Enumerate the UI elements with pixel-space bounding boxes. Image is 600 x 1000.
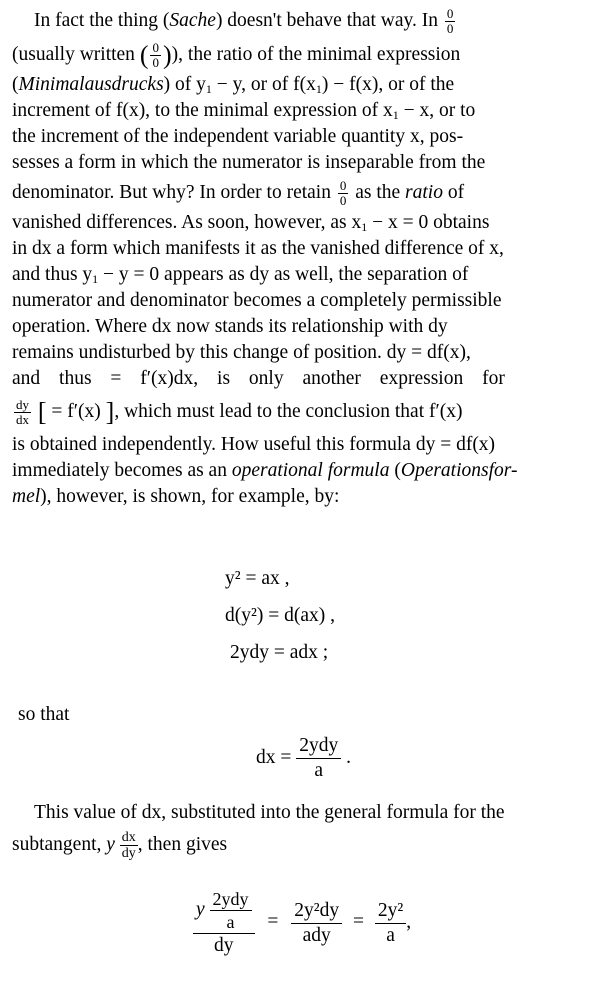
text-line: remains undisturbed by this change of position. dy = df(x), [12,342,471,363]
fraction-dx-dy: $\frac{dx}{dy}$ [121,830,136,862]
final-equation: y $\frac{\text{2ydy}}{a}$ dy = $\frac{\text{2y²dy}}{\text{ady}}$ = $\frac{\text{2y²}}{a}$ , [193,888,411,958]
text-line: ) doesn't behave that way. In [215,10,439,31]
equation-3: 2ydy = adx ; [230,642,329,663]
fraction-zero-over-zero: $\frac{0}{0}$ [152,40,159,71]
text-line: numerator and denominator becomes a completely permissible [12,290,502,311]
equation-4: dx = $\frac{\text{2ydy}}{a}$ . [256,735,351,781]
equation-2: d(y²) = d(ax) , [225,605,335,626]
term-minimalausdrucks: Minimalausdrucks [18,74,164,95]
term-sache: Sache [169,10,216,31]
term-ratio: ratio [405,182,443,203]
text-line: (usually written [12,44,135,65]
term-operationsformel: Operationsfor- [400,460,518,481]
paragraph-2: This value of dx, substituted into the general formula for the subtangent, y $\frac{dx}{dy}$ , then gives [12,800,590,864]
text-line: In fact the thing ( [34,10,170,31]
text-line: and thus = f′(x)dx, is only another expression for [12,368,505,389]
compound-fraction: y $\frac{\text{2ydy}}{a}$ dy [193,888,255,958]
fraction-dy-dx: $\frac{dy}{dx}$ [16,397,29,428]
paragraph-1: In fact the thing (Sache) doesn't behave that way. In $\frac{0}{0}$ (usually written ( $\frac{0}{0}$ )), the ratio of the minimal expression (Minimalausdrucks) of $y_1 - y$, or of $f(x_1) - f(x)$, or of the increment of f(x), to the minimal expression of $x_1 - x$, or to the increment of the independent variable quantity x, pos- sesses a form in which the numerator is inseparable from the denominator. But why? In order to retain $\frac{0}{0}$ as the ratio of vanished differences. As soon, however, as $x_1 - x = 0$ obtains in dx a form which manifests it as the vanished difference of x, and thus $y_1 - y = 0$ appears as dy as well, the separation of numerator and denominator becomes a completely permissible operation. Where dx now stands its relationship with dy remains undisturbed by this change of position. dy = df(x), and thus = f′(x)dx, is only another expression for $\frac{dy}{dx}$ [ = f′(x) ], which must lead to the conclusion that f′(x) is obtained independently. How useful this formula dy = df(x) immediately becomes as an operational formula (Operationsfor- mel), however, is shown, for example, by: [12,4,590,510]
fraction-zero-over-zero: $\frac{0}{0}$ [446,6,454,37]
fraction-zero-over-zero: $\frac{0}{0}$ [339,178,347,209]
term-operational-formula: operational formula [231,460,390,481]
text-line: in dx a form which manifests it as the vanished difference of x, [12,238,504,259]
text-line: ), the ratio of the minimal expression [171,44,461,65]
text-line: sesses a form in which the numerator is inseparable from the [12,152,486,173]
text-line: This value of dx, substituted into the general formula for the [34,802,505,823]
text-line: operation. Where dx now stands its relationship with dy [12,316,448,337]
text-line: the increment of the independent variable quantity x, pos- [12,126,464,147]
equation-1: y² = ax , [225,568,290,589]
text-line: is obtained independently. How useful this formula dy = df(x) [12,434,496,455]
so-that-text: so that [18,704,70,725]
